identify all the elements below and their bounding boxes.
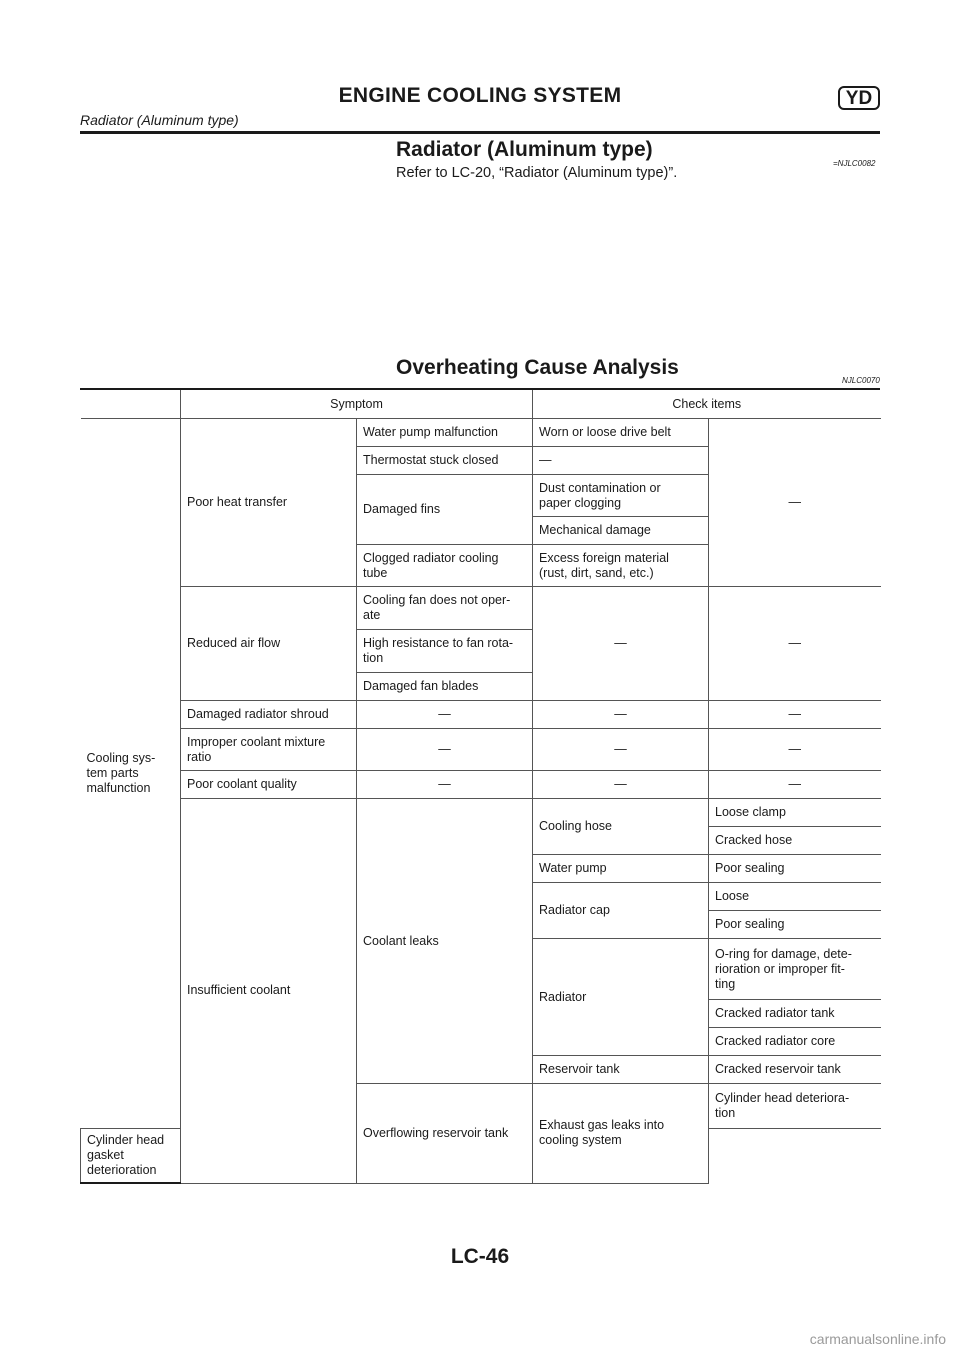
cell-fan-not-operate: Cooling fan does not oper- ate [357, 587, 533, 630]
cell-loose-clamp: Loose clamp [709, 799, 881, 827]
cell-water-pump-malfunction: Water pump malfunction [357, 419, 533, 447]
cell-dash: — [709, 771, 881, 799]
cell-radiator: Radiator [533, 939, 709, 1056]
header-subtitle: Radiator (Aluminum type) [80, 112, 239, 128]
ref-code-radiator: =NJLC0082 [833, 159, 876, 168]
cell-radiator-cap: Radiator cap [533, 883, 709, 939]
cell-dash: — [709, 587, 881, 701]
cell-dust-contamination: Dust contamination or paper clogging [533, 475, 709, 517]
cell-poor-sealing: Poor sealing [709, 855, 881, 883]
cell-loose: Loose [709, 883, 881, 911]
cell-high-resistance: High resistance to fan rota- tion [357, 630, 533, 673]
header-title: ENGINE COOLING SYSTEM [338, 84, 622, 107]
cell-cooling-hose: Cooling hose [533, 799, 709, 855]
section-title-overheating: Overheating Cause Analysis [396, 356, 679, 379]
cell-exhaust-gas-leaks: Exhaust gas leaks into cooling system [533, 1084, 709, 1184]
header-badge: YD [838, 86, 880, 110]
page-number: LC-46 [450, 1245, 510, 1268]
cell-worn-drive-belt: Worn or loose drive belt [533, 419, 709, 447]
cell-reduced-air-flow: Reduced air flow [181, 587, 357, 701]
cell-coolant-leaks: Coolant leaks [357, 799, 533, 1084]
cell-cracked-radiator-tank: Cracked radiator tank [709, 1000, 881, 1028]
cell-cylinder-head-deterioration: Cylinder head deteriora- tion [709, 1084, 881, 1129]
cell-dash: — [533, 701, 709, 729]
table-row [81, 771, 881, 799]
cell-cracked-radiator-core: Cracked radiator core [709, 1028, 881, 1056]
cell-dash: — [709, 419, 881, 587]
cell-improper-mixture: Improper coolant mixture ratio [181, 729, 357, 771]
overheating-analysis-table [80, 390, 881, 1184]
ref-code-overheating: NJLC0070 [842, 376, 880, 385]
cell-cracked-hose: Cracked hose [709, 827, 881, 855]
radiator-reference-text: Refer to LC-20, “Radiator (Aluminum type)”. [396, 165, 678, 181]
cell-dash: — [533, 587, 709, 701]
table-row [81, 701, 881, 729]
header-rule [80, 131, 880, 134]
cell-dash: — [357, 701, 533, 729]
cell-dash: — [357, 729, 533, 771]
cell-poor-coolant-quality: Poor coolant quality [181, 771, 357, 799]
header-symptom: Symptom [181, 390, 533, 419]
header-blank [81, 390, 181, 419]
cell-overflowing-reservoir: Overflowing reservoir tank [357, 1084, 533, 1184]
cell-damaged-fins: Damaged fins [357, 475, 533, 545]
cell-mechanical-damage: Mechanical damage [533, 517, 709, 545]
cell-damaged-shroud: Damaged radiator shroud [181, 701, 357, 729]
header-check-items: Check items [533, 390, 881, 419]
cell-dash: — [709, 729, 881, 771]
cell-cooling-system-malfunction: Cooling sys- tem parts malfunction [81, 419, 181, 1129]
table-row [81, 419, 881, 447]
table-header-row [81, 390, 881, 419]
table-row [81, 729, 881, 771]
cell-poor-heat-transfer: Poor heat transfer [181, 419, 357, 587]
section-title-radiator: Radiator (Aluminum type) [396, 138, 653, 161]
cell-water-pump: Water pump [533, 855, 709, 883]
watermark: carmanualsonline.info [809, 1331, 946, 1347]
cell-cracked-reservoir-tank: Cracked reservoir tank [709, 1056, 881, 1084]
cell-insufficient-coolant: Insufficient coolant [181, 799, 357, 1184]
cell-clogged-tube: Clogged radiator cooling tube [357, 545, 533, 587]
cell-dash: — [533, 771, 709, 799]
cell-dash: — [357, 771, 533, 799]
table-row [81, 587, 881, 630]
cell-dash: — [709, 701, 881, 729]
cell-oring-damage: O-ring for damage, dete- rioration or improper fit- ting [709, 939, 881, 1000]
cell-damaged-fan-blades: Damaged fan blades [357, 673, 533, 701]
cell-reservoir-tank: Reservoir tank [533, 1056, 709, 1084]
cell-poor-sealing: Poor sealing [709, 911, 881, 939]
cell-cylinder-head-gasket: Cylinder head gasket deterioration [81, 1129, 181, 1184]
cell-excess-foreign-material: Excess foreign material (rust, dirt, sand, etc.) [533, 545, 709, 587]
cell-dash: — [533, 447, 709, 475]
table-row [81, 799, 881, 827]
cell-dash: — [533, 729, 709, 771]
cell-thermostat-stuck: Thermostat stuck closed [357, 447, 533, 475]
